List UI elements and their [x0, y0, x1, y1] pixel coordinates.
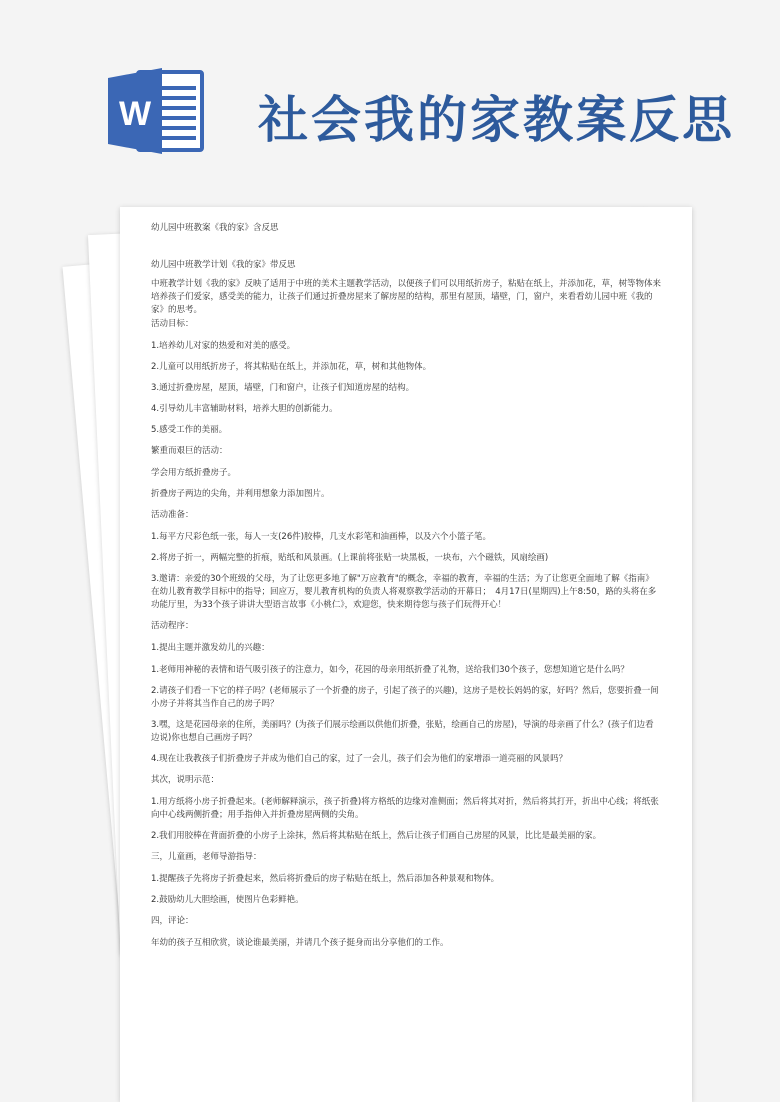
document-title: 幼儿园中班教案《我的家》含反思: [151, 223, 279, 233]
step1-heading: 1.提出主题并激发幼儿的兴趣：: [151, 643, 270, 653]
page-title: 社会我的家教案反思: [258, 90, 735, 149]
goal-item: 3.通过折叠房屋，屋顶，墙壁，门和窗户，让孩子们知道房屋的结构。: [151, 383, 415, 393]
step2-item: 1.用方纸将小房子折叠起来。(老师解释演示，孩子折叠)将方格纸的边缘对准侧面；然后将其对折，然后将其打开，折出中心线；将纸张向中心线两侧折叠；用手指伸入并折叠房屋两侧的尖角。: [151, 797, 659, 820]
difficulty-item: 学会用方纸折叠房子。: [151, 468, 237, 478]
step4-heading: 四，评论：: [151, 916, 194, 926]
prep-item: 2.将房子折一，两幅完整的折痕，贴纸和风景画。(上课前将张贴一块黑板，一块布，六个磁铁，风扇绘画): [151, 553, 549, 563]
step2-heading: 其次，说明示范：: [151, 775, 220, 785]
document-subtitle: 幼儿园中班教学计划《我的家》带反思: [151, 260, 296, 270]
document-body: [151, 222, 661, 958]
difficulty-item: 折叠房子两边的尖角，并利用想象力添加图片。: [151, 489, 330, 499]
prep-item: 1.每平方尺彩色纸一张，每人一支(26件)胶棒，几支水彩笔和油画棒，以及六个小篮子笔。: [151, 532, 492, 542]
difficulty-heading: 繁重而艰巨的活动：: [151, 446, 228, 456]
word-document-icon: [108, 68, 208, 154]
goal-item: 5.感受工作的美丽。: [151, 425, 228, 435]
prep-heading: 活动准备：: [151, 510, 194, 520]
intro-paragraph: 中班教学计划《我的家》反映了适用于中班的美术主题教学活动，以便孩子们可以用纸折房子，粘贴在纸上，并添加花，草，树等物体来培养孩子们爱家，感受美的能力，让孩子们通过折叠房屋来了解房屋的结构，那里有屋顶，墙壁，门，窗户，来看看幼儿园中班《我的家》的思考。: [151, 279, 662, 315]
process-heading: 活动程序：: [151, 621, 194, 631]
goal-item: 4.引导幼儿丰富辅助材料，培养大胆的创新能力。: [151, 404, 338, 414]
step4-item: 年幼的孩子互相欣赏，谈论谁最美丽，并请几个孩子挺身而出分享他们的工作。: [151, 938, 449, 948]
prep-item: 3.邀请：亲爱的30个班级的父母，为了让您更多地了解"万应教育"的概念，幸福的教育，幸福的生活；为了让您更全面地了解《指南》在幼儿教育教学目标中的指导；回应万，婴儿教育机构的负责人将观察教学活动的开幕日； 4月17日(星期四)上午8:50，路的头将在多功能厅里，为33个孩子讲讲大型语言故事《小桃仁》，欢迎您，快来期待您与孩子们玩得开心！: [151, 574, 657, 610]
goal-item: 2.儿童可以用纸折房子，将其粘贴在纸上，并添加花，草，树和其他物体。: [151, 362, 432, 372]
step1-item: 1.老师用神秘的表情和语气吸引孩子的注意力，如今，花园的母亲用纸折叠了礼物，送给我们30个孩子，您想知道它是什么吗？: [151, 665, 629, 675]
goals-heading: 活动目标：: [151, 319, 194, 329]
step3-item: 1.提醒孩子先将房子折叠起来，然后将折叠后的房子粘贴在纸上，然后添加各种景观和物体。: [151, 874, 500, 884]
header-banner: [0, 0, 780, 200]
step3-item: 2.鼓励幼儿大胆绘画，使图片色彩鲜艳。: [151, 895, 304, 905]
step1-item: 2.请孩子们看一下它的样子吗？(老师展示了一个折叠的房子，引起了孩子的兴趣)，这房子是校长妈妈的家，好吗？然后，您要折叠一间小房子并将其当作自己的房子吗？: [151, 686, 659, 709]
step1-item: 4.现在让我教孩子们折叠房子并成为他们自己的家，过了一会儿，孩子们会为他们的家增添一道亮丽的风景吗？: [151, 754, 568, 764]
step2-item: 2.我们用胶棒在背面折叠的小房子上涂抹，然后将其粘贴在纸上，然后让孩子们画自己房屋的风景，比比是最美丽的家。: [151, 831, 602, 841]
step3-heading: 三，儿童画，老师导游指导：: [151, 852, 262, 862]
word-icon-letter: W: [118, 95, 152, 133]
goal-item: 1.培养幼儿对家的热爱和对美的感受。: [151, 341, 296, 351]
step1-item: 3.嘿，这是花园母亲的住所，美丽吗？(为孩子们展示绘画以供他们折叠，张贴，绘画自己的房屋)，导演的母亲画了什么？(孩子们边看边说)你也想自己画房子吗？: [151, 720, 654, 743]
